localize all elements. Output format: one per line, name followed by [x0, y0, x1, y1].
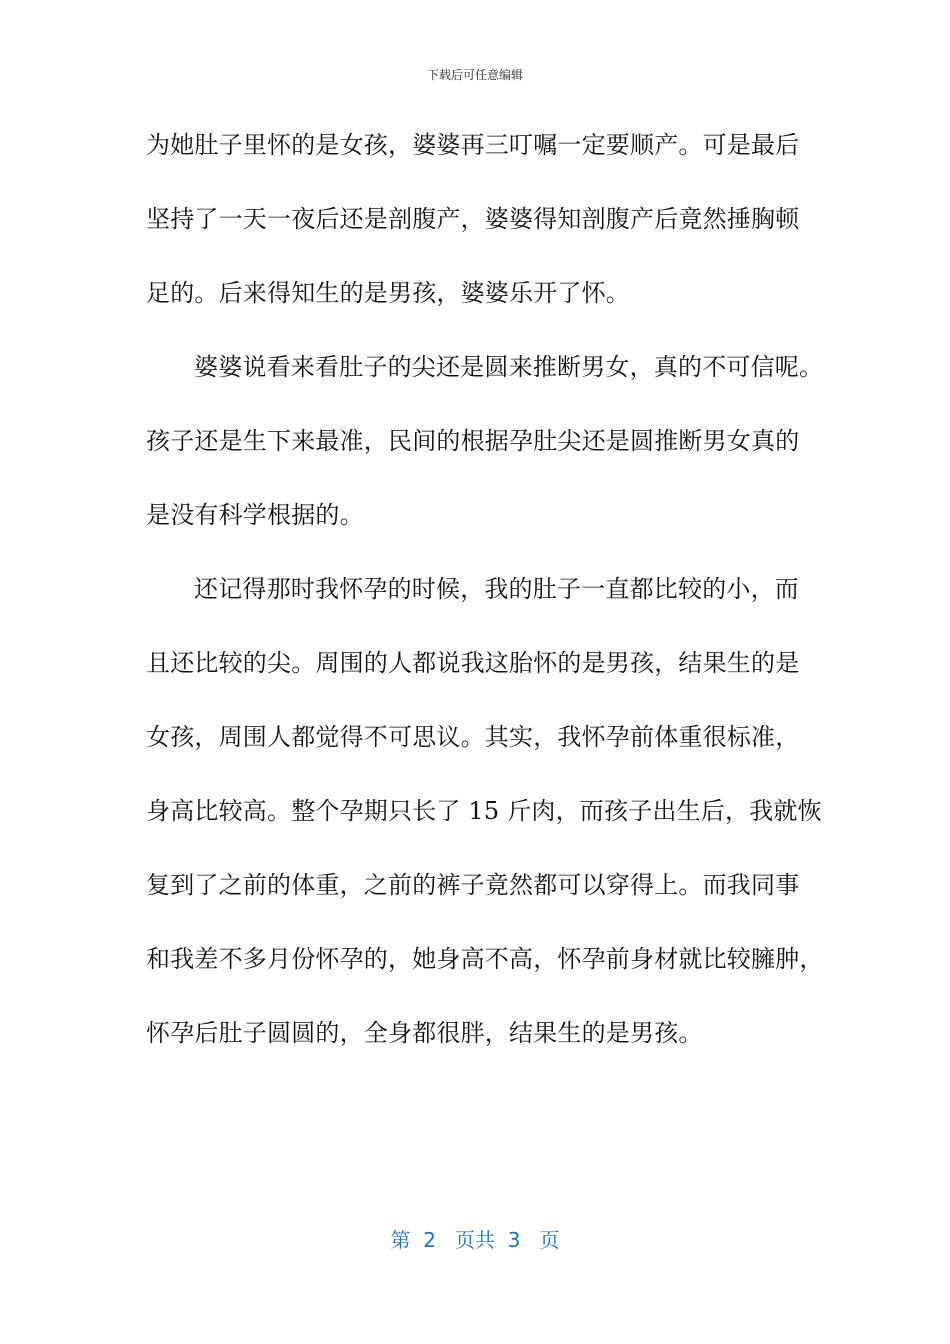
text-line: 为她肚子里怀的是女孩，婆婆再三叮嘱一定要顺产。可是最后 — [146, 131, 800, 159]
document-body — [146, 118, 826, 1080]
text-line: 还记得那时我怀孕的时候，我的肚子一直都比较的小，而 — [194, 575, 799, 603]
text-line: 孩子还是生下来最准，民间的根据孕肚尖还是圆推断男女真的 — [146, 427, 800, 455]
text-line: 怀孕后肚子圆圆的，全身都很胖，结果生的是男孩。 — [146, 1019, 703, 1047]
text-line: 复到了之前的体重，之前的裤子竟然都可以穿得上。而我同事 — [146, 871, 800, 899]
text-line: 坚持了一天一夜后还是剖腹产，婆婆得知剖腹产后竟然捶胸顿 — [146, 205, 800, 233]
text-line: 身高比较高。整个孕期只长了 15 斤肉，而孩子出生后，我就恢 — [146, 797, 822, 825]
text-line: 婆婆说看来看肚子的尖还是圆来推断男女，真的不可信呢。 — [194, 353, 824, 381]
text-line: 和我差不多月份怀孕的，她身高不高，怀孕前身材就比较臃肿， — [146, 945, 824, 973]
text-line: 足的。后来得知生的是男孩，婆婆乐开了怀。 — [146, 279, 630, 307]
text-line: 且还比较的尖。周围的人都说我这胎怀的是男孩，结果生的是 — [146, 649, 800, 677]
page-number-footer: 第 2 页共 3 页 — [390, 1228, 560, 1252]
header-note: 下载后可任意编辑 — [426, 68, 523, 82]
text-line: 女孩，周围人都觉得不可思议。其实，我怀孕前体重很标准， — [146, 723, 800, 751]
text-line: 是没有科学根据的。 — [146, 501, 364, 529]
